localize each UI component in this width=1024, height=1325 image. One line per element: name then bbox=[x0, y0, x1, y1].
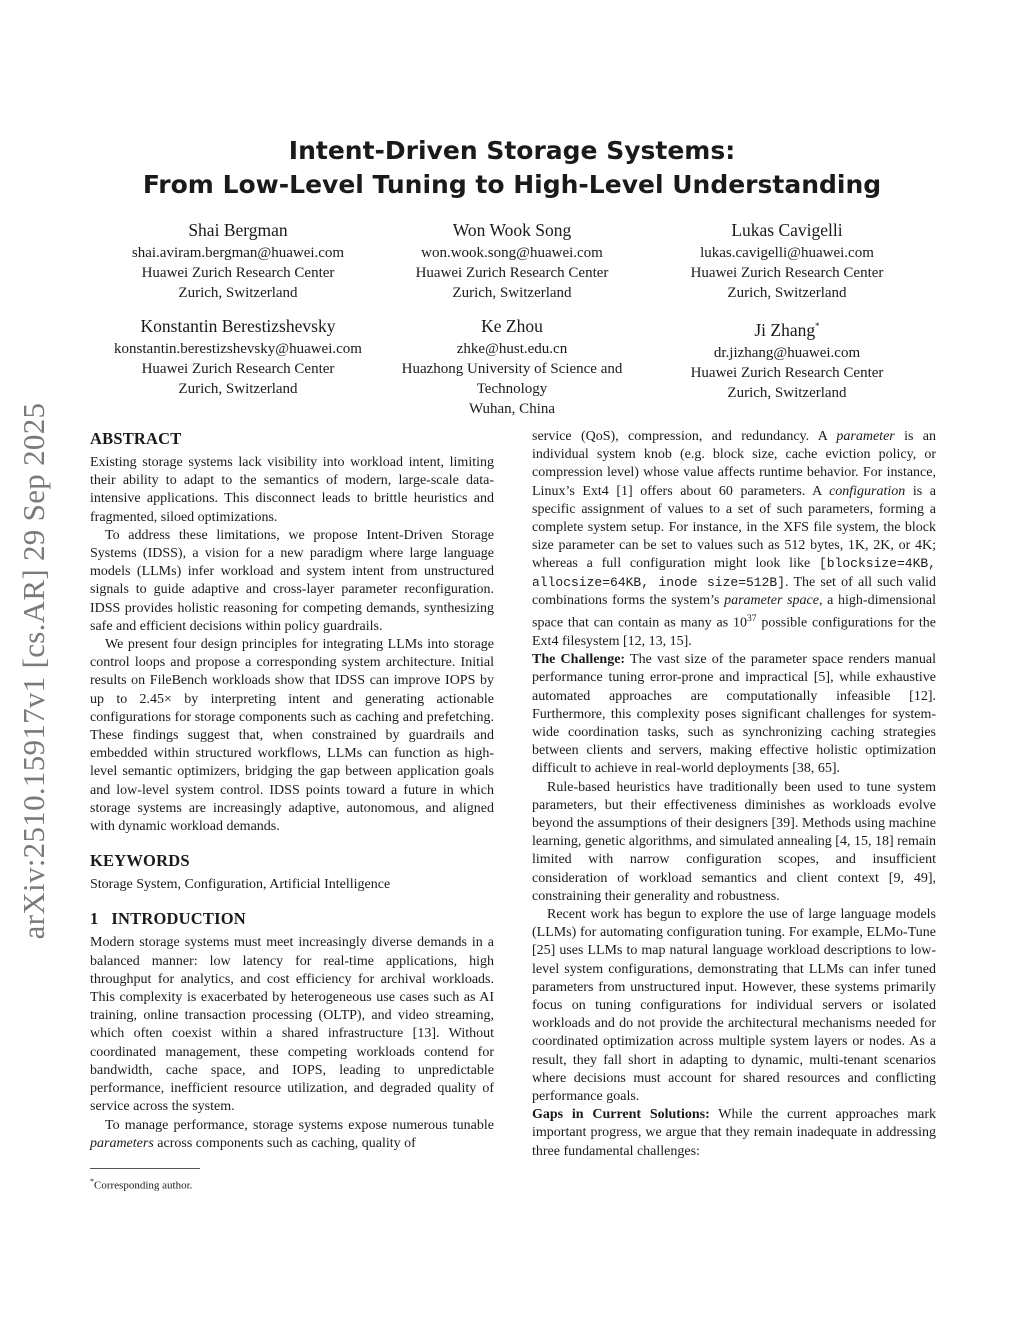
author-block bbox=[0, 218, 1024, 417]
abstract-paragraph: Existing storage systems lack visibility into workload intent, limiting their ability to adapt to the semantics of modern, large-scale data-intensive applications. This disconnect leads to brittle heuristics and fragmented, siloed optimizations. bbox=[90, 455, 494, 525]
footnote-rule bbox=[90, 1168, 200, 1169]
author-email: won.wook.song@huawei.com bbox=[421, 245, 603, 261]
author-location: Zurich, Switzerland bbox=[727, 285, 847, 301]
author-affiliation: Huazhong University of Science and Technology bbox=[401, 361, 623, 397]
text-run: The vast size of the parameter space renders manual performance tuning error-prone and impractical [5], while exhaustive automated approaches are computationally infeasible [12]. Furthermore, this complexity poses significant challenges for system-wide coordination tasks, such as synchronizing caching strategies between clients and servers, making effective holistic optimization difficult to achieve in real-world deployments [38, 65]. bbox=[532, 652, 937, 777]
author-affiliation: Huawei Zurich Research Center bbox=[141, 265, 335, 281]
emphasis: parameter bbox=[836, 429, 895, 444]
author-email: zhke@hust.edu.cn bbox=[456, 341, 568, 357]
text-run: . The set of all such valid combinations forms the system’s bbox=[532, 574, 937, 608]
title-line-2: From Low-Level Tuning to High-Level Understanding bbox=[142, 170, 882, 199]
author-name: Lukas Cavigelli bbox=[731, 220, 843, 240]
intro-paragraph: Rule-based heuristics have traditionally been used to tune system parameters, but their effectiveness diminishes as workloads evolve beyond the assumptions of their designers [39]. Methods using machine learning, genetic algorithms, and simulated annealing [4, 15, 18] remain limited with narrow configuration scopes, and insufficient consideration of workload semantics and client context [9, 49], constraining their generality and robustness. bbox=[532, 779, 936, 904]
author-location: Zurich, Switzerland bbox=[178, 285, 298, 301]
author-card bbox=[98, 218, 378, 303]
footnote-mark: * bbox=[90, 1177, 94, 1186]
intro-paragraph: Modern storage systems must meet increasingly diverse demands in a balanced manner: low latency for real-time applications, high throughput for analytics, and cost efficiency for archival workloads. This complexity is exacerbated by heterogeneous use cases such as AI training, online transaction processing (OLTP), and video streaming, which often coexist within a shared infrastructure [13]. Without coordinated management, these competing workloads contend for bandwidth, cache space, and IOPS, leading to unpredictable performance, inefficient resource utilization, and degraded quality of service across the system. bbox=[90, 935, 494, 1115]
text-run: While the current approaches mark important progress, we argue that they remain inadequate in addressing three fundamental challenges: bbox=[532, 1107, 936, 1159]
author-location: Zurich, Switzerland bbox=[178, 381, 298, 397]
introduction-heading: 1 INTRODUCTION bbox=[90, 909, 246, 929]
emphasis: configuration bbox=[829, 483, 906, 499]
right-column bbox=[532, 428, 936, 1161]
emphasis: parameter space bbox=[724, 592, 819, 608]
text-run: is a specific assignment of values to a set of such parameters, forming a complete system setup. For instance, in the XFS file system, the block size parameter can be set to values such as 512 bytes, 1K, 2K, or 4K; whereas a full configuration might look like bbox=[532, 483, 936, 572]
text-run: To manage performance, storage systems expose numerous tunable bbox=[105, 1117, 494, 1133]
footnote bbox=[90, 1168, 494, 1193]
author-affiliation: Huawei Zurich Research Center bbox=[415, 265, 609, 281]
author-card bbox=[382, 314, 642, 419]
abstract-paragraph: We present four design principles for integrating LLMs into storage control loops and propose a corresponding system architecture. Initial results on FileBench workloads show that IDSS can improve IOPS by up to 2.45× by interpreting intent and generating actionable configurations for storage components such as caching and prefetching. These findings suggest that, when constrained by guardrails and embedded within structured workflows, LLMs can function as high-level semantic optimizers, bridging the gap between application goals and low-level system control. IDSS points toward a future in which storage systems are increasingly adaptive, autonomous, and aligned with dynamic workload demands. bbox=[90, 637, 494, 835]
intro-paragraph bbox=[90, 1117, 494, 1153]
author-email: shai.aviram.bergman@huawei.com bbox=[131, 245, 345, 261]
run-in-heading: Gaps in Current Solutions: bbox=[532, 1107, 710, 1123]
text-run: possible configurations for the Ext4 filesystem [12, 13, 15]. bbox=[532, 615, 937, 649]
gaps-paragraph bbox=[532, 1106, 936, 1161]
author-affiliation: Huawei Zurich Research Center bbox=[141, 361, 335, 377]
keywords-text: Storage System, Configuration, Artificial Intelligence bbox=[90, 877, 391, 893]
author-location: Zurich, Switzerland bbox=[727, 384, 847, 401]
author-email: dr.jizhang@huawei.com bbox=[713, 344, 861, 361]
text-run: service (QoS), compression, and redundancy. A bbox=[532, 429, 837, 444]
author-name: Shai Bergman bbox=[188, 220, 288, 240]
author-card bbox=[647, 218, 927, 303]
author-name-row bbox=[647, 314, 927, 342]
config-example-code: [blocksize=4KB, allocsize=64KB, inode size=512B] bbox=[532, 556, 936, 590]
emphasis: parameters bbox=[90, 1135, 154, 1151]
author-name: Ji Zhang bbox=[754, 319, 816, 340]
abstract-paragraph: To address these limitations, we propose Intent-Driven Storage Systems (IDSS), a vision for a new paradigm where large language models (LLMs) infer workload and system intent from unstructured signals to guide adaptive and cross-layer parameter reconfiguration. IDSS provides holistic reasoning for competing demands, synthesizing safe and efficient decisions within policy guardrails. bbox=[90, 527, 494, 634]
intro-paragraph: Recent work has begun to explore the use of large language models (LLMs) for automating configuration tuning. For example, ELMo-Tune [25] uses LLMs to map natural language workload descriptions to low-level system configurations, demonstrating that LLMs can infer tuned parameters from unstructured input. However, these systems primarily focus on tuning configurations for individual servers or isolated workloads and do not provide the architectural mechanisms needed for coordinated optimization across multiple system layers or nodes. As a result, they fall short in adapting to dynamic, multi-tenant scenarios where decisions must account for shared resources and conflicting performance goals. bbox=[532, 906, 936, 1104]
exponent: 37 bbox=[746, 614, 757, 625]
author-card bbox=[92, 314, 384, 399]
intro-paragraph-continued bbox=[532, 428, 936, 651]
author-card bbox=[372, 218, 652, 303]
text-run: , a high-dimensional space that can contain as many as 10 bbox=[532, 592, 936, 631]
challenge-paragraph bbox=[532, 651, 936, 778]
text-run: across components such as caching, quality of bbox=[153, 1135, 416, 1151]
abstract-heading: ABSTRACT bbox=[90, 429, 182, 448]
paper-title bbox=[0, 134, 1024, 202]
author-affiliation: Huawei Zurich Research Center bbox=[690, 364, 884, 381]
author-email: konstantin.berestizshevsky@huawei.com bbox=[114, 341, 362, 357]
author-card bbox=[647, 314, 927, 403]
arxiv-identifier: arXiv:2510.15917v1 [cs.AR] 29 Sep 2025 bbox=[16, 402, 51, 940]
author-location: Zurich, Switzerland bbox=[452, 285, 572, 301]
author-name: Ke Zhou bbox=[481, 316, 543, 336]
corresponding-author-mark: * bbox=[815, 321, 820, 331]
author-row bbox=[0, 314, 1024, 417]
footnote-text: Corresponding author. bbox=[94, 1179, 193, 1192]
keywords-heading: KEYWORDS bbox=[90, 851, 190, 871]
text-run: is an individual system knob (e.g. block size, cache eviction policy, or compression level) whose value affects runtime behavior. For instance, Linux’s Ext4 [1] offers about 60 parameters. A bbox=[532, 429, 936, 499]
author-row bbox=[0, 218, 1024, 314]
author-location: Wuhan, China bbox=[468, 401, 556, 417]
title-line-1: Intent-Driven Storage Systems: bbox=[288, 136, 736, 165]
left-column bbox=[90, 428, 494, 1153]
run-in-heading: The Challenge: bbox=[532, 652, 626, 668]
author-name: Konstantin Berestizshevsky bbox=[140, 316, 336, 336]
author-name: Won Wook Song bbox=[452, 220, 572, 240]
author-email: lukas.cavigelli@huawei.com bbox=[700, 245, 874, 261]
author-affiliation: Huawei Zurich Research Center bbox=[690, 265, 884, 281]
